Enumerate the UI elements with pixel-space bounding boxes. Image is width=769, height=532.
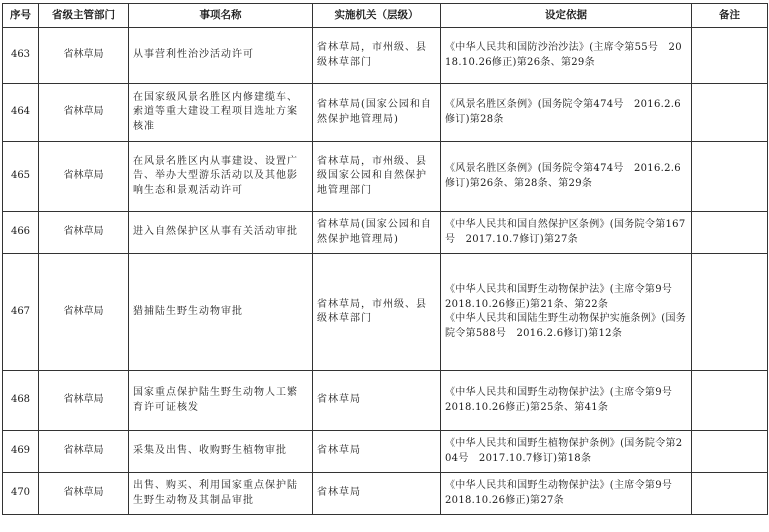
cell-agency: 省林草局	[313, 473, 441, 515]
header-agency: 实施机关（层级）	[313, 4, 441, 28]
cell-seq: 467	[3, 254, 39, 371]
cell-dept: 省林草局	[39, 254, 129, 371]
table-row	[3, 431, 768, 473]
cell-name: 出售、购买、利用国家重点保护陆生野生动物及其制品审批	[129, 473, 313, 515]
cell-name: 在国家级风景名胜区内修建缆车、索道等重大建设工程项目选址方案核准	[129, 84, 313, 142]
cell-dept: 省林草局	[39, 473, 129, 515]
basis-paragraph: 《风景名胜区条例》(国务院令第474号 2016.2.6修订)第26条、第28条、第29条	[445, 163, 681, 189]
cell-agency: 省林草局(国家公园和自然保护地管理局)	[313, 84, 441, 142]
cell-name: 国家重点保护陆生野生动物人工繁育许可证核发	[129, 371, 313, 431]
cell-name: 采集及出售、收购野生植物审批	[129, 431, 313, 473]
header-seq: 序号	[3, 4, 39, 28]
table-row	[3, 84, 768, 142]
cell-basis	[441, 254, 692, 371]
cell-basis	[441, 28, 692, 84]
basis-paragraph: 《中华人民共和国自然保护区条例》(国务院令第167号 2017.10.7修订)第27条	[445, 219, 686, 245]
cell-agency: 省林草局	[313, 371, 441, 431]
cell-seq: 464	[3, 84, 39, 142]
cell-agency: 省林草局	[313, 431, 441, 473]
header-name: 事项名称	[129, 4, 313, 28]
table-row	[3, 473, 768, 515]
cell-note	[692, 431, 768, 473]
cell-seq: 469	[3, 431, 39, 473]
cell-dept: 省林草局	[39, 371, 129, 431]
cell-dept: 省林草局	[39, 84, 129, 142]
cell-dept: 省林草局	[39, 431, 129, 473]
cell-seq: 463	[3, 28, 39, 84]
header-dept: 省级主管部门	[39, 4, 129, 28]
cell-agency: 省林草局，市州级、县级林草部门	[313, 28, 441, 84]
cell-seq: 468	[3, 371, 39, 431]
basis-paragraph: 《风景名胜区条例》(国务院令第474号 2016.2.6修订)第28条	[445, 99, 681, 125]
approval-items-table	[2, 3, 768, 515]
cell-dept: 省林草局	[39, 142, 129, 212]
table-header-row	[3, 4, 768, 28]
table-body	[3, 28, 768, 515]
cell-dept: 省林草局	[39, 28, 129, 84]
table-row	[3, 28, 768, 84]
cell-name: 进入自然保护区从事有关活动审批	[129, 212, 313, 254]
basis-paragraph: 《中华人民共和国陆生野生动物保护实施条例》(国务院令第588号 2016.2.6修订)第12条	[445, 313, 687, 339]
cell-note	[692, 84, 768, 142]
table-row	[3, 142, 768, 212]
cell-note	[692, 212, 768, 254]
header-note: 备注	[692, 4, 768, 28]
document-page	[2, 3, 767, 529]
cell-basis	[441, 431, 692, 473]
basis-paragraph: 《中华人民共和国防沙治沙法》(主席令第55号 2018.10.26修正)第26条、第29条	[445, 42, 682, 68]
cell-basis	[441, 473, 692, 515]
cell-agency: 省林草局，市州级、县级林草部门	[313, 254, 441, 371]
cell-seq: 465	[3, 142, 39, 212]
cell-agency: 省林草局(国家公园和自然保护地管理局)	[313, 212, 441, 254]
cell-basis	[441, 142, 692, 212]
cell-note	[692, 254, 768, 371]
cell-name: 在风景名胜区内从事建设、设置广告、举办大型游乐活动以及其他影响生态和景观活动许可	[129, 142, 313, 212]
cell-name: 猎捕陆生野生动物审批	[129, 254, 313, 371]
basis-paragraph: 《中华人民共和国野生动物保护法》(主席令第9号 2018.10.26修正)第25条、第41条	[445, 387, 683, 413]
basis-paragraph: 《中华人民共和国野生动物保护法》(主席令第9号 2018.10.26修正)第21条、第22条	[445, 284, 683, 310]
cell-note	[692, 371, 768, 431]
cell-basis	[441, 212, 692, 254]
cell-note	[692, 473, 768, 515]
cell-dept: 省林草局	[39, 212, 129, 254]
basis-paragraph: 《中华人民共和国野生动物保护法》(主席令第9号 2018.10.26修正)第27条	[445, 480, 683, 506]
cell-name: 从事营利性治沙活动许可	[129, 28, 313, 84]
cell-basis	[441, 371, 692, 431]
cell-agency: 省林草局，市州级、县级国家公园和自然保护地管理部门	[313, 142, 441, 212]
table-row	[3, 371, 768, 431]
cell-note	[692, 142, 768, 212]
cell-seq: 466	[3, 212, 39, 254]
table-row	[3, 254, 768, 371]
cell-seq: 470	[3, 473, 39, 515]
cell-note	[692, 28, 768, 84]
cell-basis	[441, 84, 692, 142]
table-row	[3, 212, 768, 254]
header-basis: 设定依据	[441, 4, 692, 28]
basis-paragraph: 《中华人民共和国野生植物保护条例》(国务院令第204号 2017.10.7修订)第18条	[445, 438, 683, 464]
